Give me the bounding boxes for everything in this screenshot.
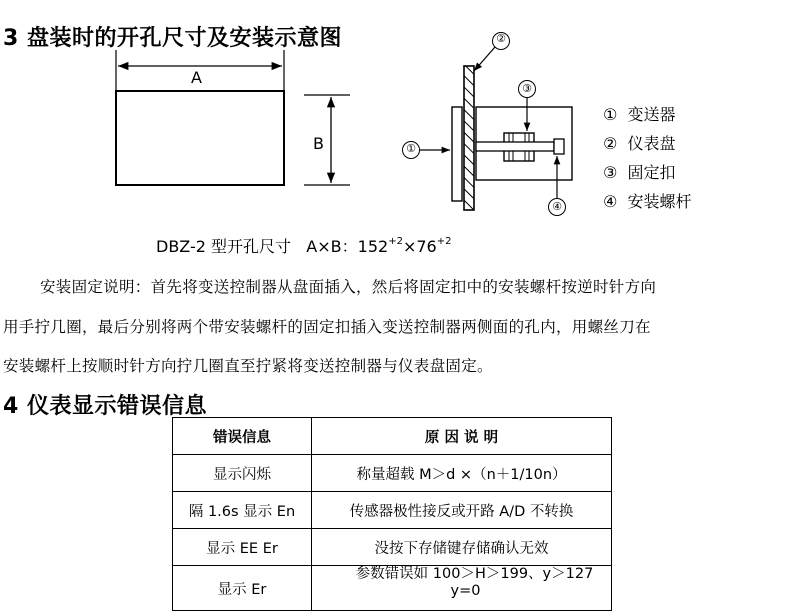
legend-number: ② — [603, 134, 618, 153]
legend-number: ① — [603, 105, 618, 124]
installation-diagram — [390, 25, 590, 220]
section-3-heading: 3 盘装时的开孔尺寸及安装示意图 — [3, 26, 342, 51]
header-cause: 原 因 说 明 — [312, 418, 612, 455]
error-info-table — [172, 417, 612, 611]
cutout-size-dims-label: A×B： — [306, 237, 358, 256]
legend-item-transmitter — [603, 102, 676, 125]
error-cell: 显示 EE Er — [173, 529, 312, 566]
error-cell: 显示 Er — [173, 566, 312, 611]
cause-line-1: 参数错误如 100＞H＞199、y＞127 — [355, 566, 594, 582]
cutout-dimension-drawing — [100, 48, 360, 198]
table-row — [173, 566, 612, 611]
cutout-size-line — [156, 234, 451, 257]
legend-item-panel — [603, 131, 676, 154]
instruction-line-1: 安装固定说明：首先将变送控制器从盘面插入，然后将固定扣中的安装螺杆按逆时针方向 — [40, 278, 657, 296]
cutout-size-b-tolerance: +2 — [436, 236, 452, 247]
cause-cell: 没按下存储键存储确认无效 — [312, 529, 612, 566]
table-row — [173, 455, 612, 492]
cause-cell: 传感器极性接反或开路 A/D 不转换 — [312, 492, 612, 529]
legend-text: 仪表盘 — [627, 134, 676, 153]
legend-text: 变送器 — [627, 105, 676, 124]
cutout-rectangle — [116, 91, 284, 185]
mounting-screw-rod — [476, 142, 554, 151]
legend-text: 固定扣 — [627, 163, 676, 182]
callout-4: ④ — [552, 200, 562, 213]
cutout-size-times: × — [402, 237, 417, 256]
header-error-info: 错误信息 — [173, 418, 312, 455]
cause-cell — [312, 566, 612, 611]
cutout-size-a-tolerance: +2 — [388, 236, 403, 247]
table-header-row — [173, 418, 612, 455]
legend-item-clamp — [603, 160, 676, 183]
instruction-line-2: 用手拧几圈，最后分别将两个带安装螺杆的固定扣插入变送控制器两侧面的孔内，用螺丝刀在 — [3, 318, 651, 336]
legend-number: ④ — [603, 192, 618, 211]
section-4-heading: 4 仪表显示错误信息 — [3, 394, 207, 419]
error-cell: 隔 1.6s 显示 En — [173, 492, 312, 529]
instruction-line-3: 安装螺杆上按顺时针方向拧几圈直至拧紧将变送控制器与仪表盘固定。 — [3, 357, 493, 375]
legend-number: ③ — [603, 163, 618, 182]
cause-cell: 称量超载 M＞d ×（n＋1/10n） — [312, 455, 612, 492]
table-row — [173, 529, 612, 566]
table-row — [173, 492, 612, 529]
error-cell: 显示闪烁 — [173, 455, 312, 492]
callout-3: ③ — [522, 82, 532, 95]
legend-item-screw-rod — [603, 189, 692, 212]
transmitter-front-flange — [452, 107, 462, 201]
callout-1: ① — [406, 142, 416, 155]
dimension-label-b: B — [313, 134, 324, 153]
cutout-size-b: 76 — [416, 237, 437, 256]
cutout-size-prefix: DBZ-2 型开孔尺寸 — [156, 237, 292, 256]
legend-text: 安装螺杆 — [627, 192, 692, 211]
dimension-label-a: A — [191, 68, 202, 87]
instrument-panel — [464, 66, 474, 210]
cause-line-2: y=0 — [450, 583, 481, 599]
cutout-size-a: 152 — [357, 237, 389, 256]
screw-head — [554, 139, 564, 154]
callout-2: ② — [496, 32, 506, 45]
